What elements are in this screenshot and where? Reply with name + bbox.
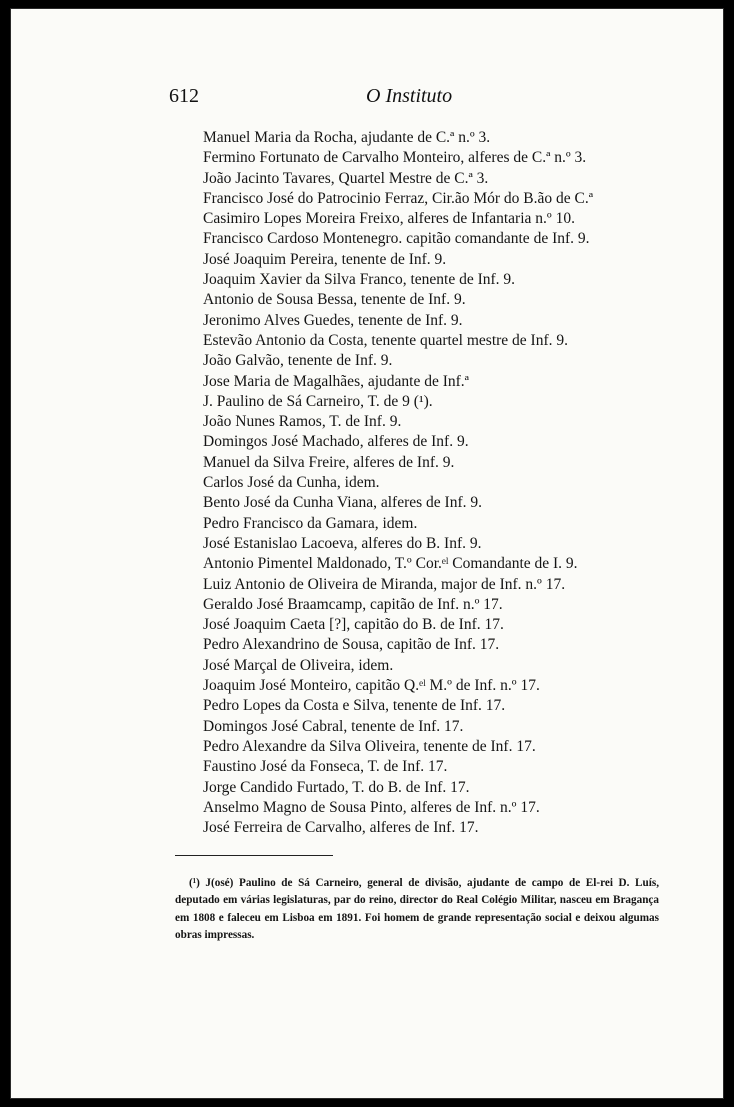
list-item: Faustino José da Fonseca, T. de Inf. 17. [203,758,448,776]
list-item: Anselmo Magno de Sousa Pinto, alferes de Inf. n.º 17. [203,798,540,816]
footnote: (¹) J(osé) Paulino de Sá Carneiro, general de divisão, ajudante de campo de El-rei D. Luís, deputado em várias legislaturas, par do reino, director do Real Colégio Militar, nasceu em Bragança em 1808 e faleceu em Lisboa em 1891. Foi homem de grande representação social e deixou algumas obras impressas. [175,877,659,942]
list-item: Jose Maria de Magalhães, ajudante de Inf.ª [203,372,469,390]
list-item: José Estanislao Lacoeva, alferes do B. Inf. 9. [203,534,482,552]
list-item: J. Paulino de Sá Carneiro, T. de 9 (¹). [203,392,433,410]
list-item: Manuel da Silva Freire, alferes de Inf. 9. [203,453,455,471]
list-item: José Joaquim Pereira, tenente de Inf. 9. [203,250,447,268]
list-item: Jeronimo Alves Guedes, tenente de Inf. 9. [203,311,463,329]
list-item: Fermino Fortunato de Carvalho Monteiro, alferes de C.ª n.º 3. [203,149,587,167]
list-item: Estevão Antonio da Costa, tenente quartel mestre de Inf. 9. [203,331,569,349]
list-item: Pedro Alexandrino de Sousa, capitão de Inf. 17. [203,636,500,654]
page-number: 612 [169,85,199,107]
list-item: José Ferreira de Carvalho, alferes de Inf. 17. [203,819,479,837]
list-item: Carlos José da Cunha, idem. [203,474,380,492]
list-item: Manuel Maria da Rocha, ajudante de C.ª n.º 3. [203,129,491,146]
list-item: Domingos José Machado, alferes de Inf. 9. [203,433,469,451]
list-item: Joaquim Xavier da Silva Franco, tenente de Inf. 9. [203,271,516,289]
list-item: João Galvão, tenente de Inf. 9. [203,352,393,370]
list-item: José Joaquim Caeta [?], capitão do B. de Inf. 17. [203,616,504,634]
page-header [11,85,725,115]
officer-list [203,128,663,838]
list-item: Geraldo José Braamcamp, capitão de Inf. n.º 17. [203,595,503,613]
list-item: Pedro Alexandre da Silva Oliveira, tenente de Inf. 17. [203,737,536,755]
list-item: Pedro Lopes da Costa e Silva, tenente de Inf. 17. [203,697,506,715]
list-item: Francisco José do Patrocinio Ferraz, Cir.ão Mór do B.ão de C.ª [203,189,593,207]
list-item: Luiz Antonio de Oliveira de Miranda, major de Inf. n.º 17. [203,575,566,593]
list-item: João Nunes Ramos, T. de Inf. 9. [203,413,402,431]
list-item: Francisco Cardoso Montenegro. capitão comandante de Inf. 9. [203,230,590,248]
list-item: Antonio Pimentel Maldonado, T.º Cor.ᵉˡ Comandante de I. 9. [203,555,578,573]
list-item: Pedro Francisco da Gamara, idem. [203,514,418,532]
list-item: José Marçal de Oliveira, idem. [203,656,394,674]
list-item: Casimiro Lopes Moreira Freixo, alferes de Infantaria n.º 10. [203,210,575,228]
list-item: Joaquim José Monteiro, capitão Q.ᵉˡ M.º de Inf. n.º 17. [203,677,540,695]
book-page [10,8,724,1099]
list-item: Antonio de Sousa Bessa, tenente de Inf. 9. [203,291,466,309]
list-item: Domingos José Cabral, tenente de Inf. 17. [203,717,464,735]
list-item: Jorge Candido Furtado, T. do B. de Inf. 17. [203,778,470,796]
footnote-divider [175,855,333,856]
list-item: Bento José da Cunha Viana, alferes de Inf. 9. [203,494,482,512]
running-title: O Instituto [366,85,453,107]
list-item: João Jacinto Tavares, Quartel Mestre de C.ª 3. [203,169,489,187]
